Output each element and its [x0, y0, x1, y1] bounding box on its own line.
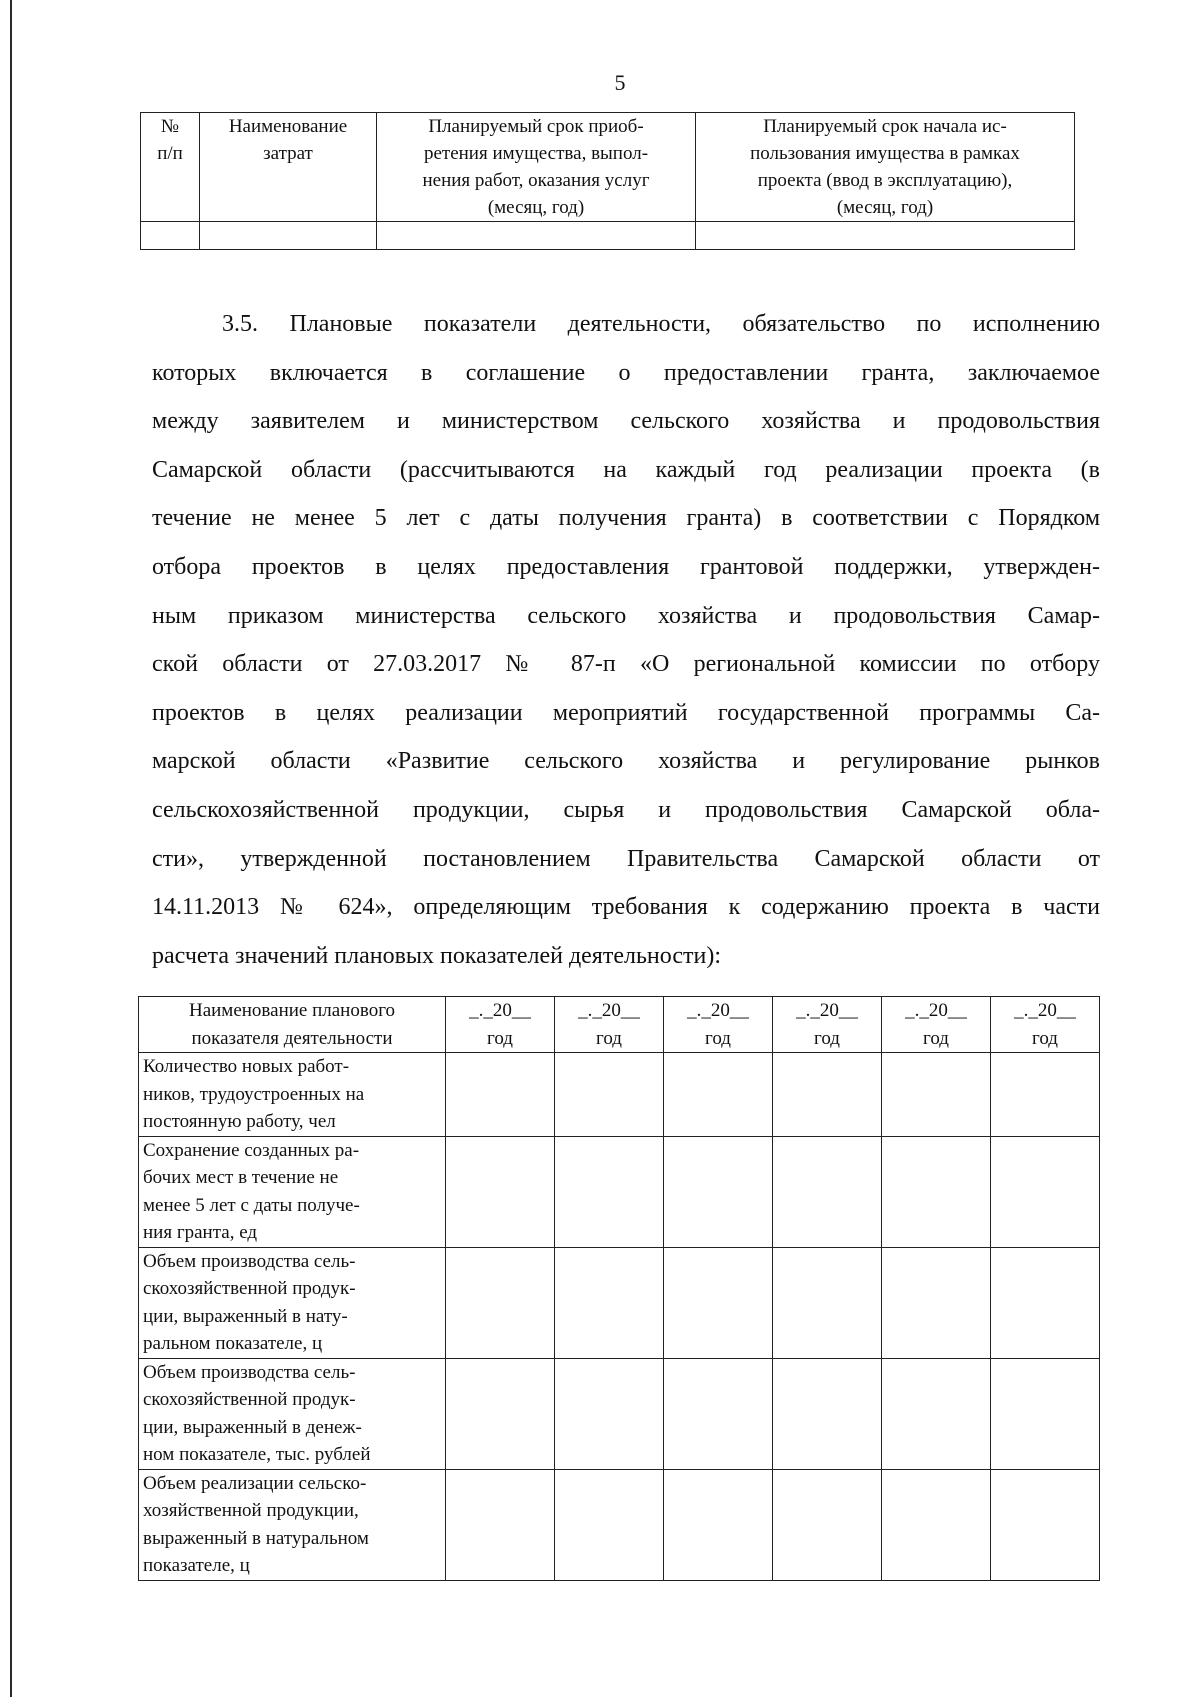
header-acquisition-date — [377, 113, 696, 222]
paragraph-line: течение не менее 5 лет с даты получения гранта) в соответствии с Порядком — [152, 505, 1100, 532]
indicator-name-line: ном показателе, тыс. рублей — [143, 1444, 371, 1465]
year-column-header — [555, 997, 664, 1053]
indicator-row — [139, 1247, 1100, 1358]
paragraph-line: отбора проектов в целях предоставления грантовой поддержки, утвержден- — [152, 553, 1100, 580]
paragraph-line: которых включается в соглашение о предоставлении гранта, заключаемое — [152, 359, 1100, 386]
header-acquisition-line: (месяц, год) — [487, 197, 585, 218]
empty-cell — [141, 222, 200, 250]
paragraph-line: между заявителем и министерством сельского хозяйства и продовольствия — [152, 408, 1100, 435]
paragraph-line: Самарской области (рассчитываются на каждый год реализации проекта (в — [152, 456, 1100, 483]
indicator-value-cell — [991, 1247, 1100, 1358]
year-column-header — [664, 997, 773, 1053]
header-expense-name — [200, 113, 377, 222]
indicator-name-line: ции, выраженный в денеж- — [143, 1416, 362, 1438]
year-field: _._20__ — [1014, 1000, 1076, 1021]
paragraph-line: 3.5. Плановые показатели деятельности, обязательство по исполнению — [222, 311, 1100, 337]
indicator-value-cell — [991, 1136, 1100, 1247]
year-column-header — [446, 997, 555, 1053]
header-usage-line: пользования имущества в рамках — [750, 143, 1020, 164]
section-3-5-paragraph — [152, 300, 1100, 980]
year-label: год — [596, 1027, 622, 1049]
paragraph-line: расчета значений плановых показателей деятельности): — [152, 942, 721, 969]
year-column-header — [882, 997, 991, 1053]
header-acquisition-line: нения работ, оказания услуг — [422, 170, 650, 191]
year-label: год — [487, 1027, 513, 1049]
indicator-name — [139, 1469, 446, 1580]
year-column-header — [773, 997, 882, 1053]
year-column-header — [991, 997, 1100, 1053]
indicator-name-line: постоянную работу, чел — [143, 1111, 336, 1132]
indicator-value-cell — [773, 1358, 882, 1469]
header-number — [141, 113, 200, 222]
indicator-name — [139, 1136, 446, 1247]
indicator-name — [139, 1247, 446, 1358]
header-acquisition-line: ретения имущества, выпол- — [423, 143, 649, 164]
indicator-name — [139, 1358, 446, 1469]
indicator-value-cell — [773, 1469, 882, 1580]
empty-cell — [200, 222, 377, 250]
year-field: _._20__ — [687, 1000, 749, 1021]
header-expense-name-line: Наименование — [228, 116, 348, 137]
expenses-table-header — [141, 113, 1075, 222]
header-indicator-name — [139, 997, 446, 1053]
indicator-value-cell — [446, 1247, 555, 1358]
indicator-name-line: бочих мест в течение не — [143, 1167, 339, 1188]
indicator-value-cell — [555, 1247, 664, 1358]
year-field: _._20__ — [578, 1000, 640, 1021]
header-indicator-line: Наименование планового — [188, 1000, 396, 1021]
indicator-name-line: показателе, ц — [143, 1555, 250, 1576]
paragraph-line: марской области «Развитие сельского хозяйства и регулирование рынков — [152, 748, 1100, 775]
indicator-name-line: скохозяйственной продук- — [143, 1389, 356, 1410]
indicator-value-cell — [446, 1469, 555, 1580]
year-field: _._20__ — [905, 1000, 967, 1021]
indicator-value-cell — [882, 1469, 991, 1580]
indicator-row — [139, 1358, 1100, 1469]
year-field: _._20__ — [796, 1000, 858, 1021]
indicator-value-cell — [664, 1136, 773, 1247]
paragraph-line: 14.11.2013 № 624», определяющим требования к содержанию проекта в части — [152, 894, 1100, 921]
indicator-value-cell — [555, 1053, 664, 1137]
indicators-table — [138, 996, 1100, 1581]
empty-cell — [377, 222, 696, 250]
year-label: год — [705, 1027, 731, 1049]
indicator-name — [139, 1053, 446, 1137]
empty-cell — [696, 222, 1075, 250]
year-label: год — [923, 1027, 949, 1049]
paragraph-line: проектов в целях реализации мероприятий государственной программы Са- — [152, 699, 1100, 726]
indicator-name-line: ральном показателе, ц — [143, 1333, 323, 1354]
header-usage-start-date — [696, 113, 1075, 222]
indicator-name-line: менее 5 лет с даты получе- — [143, 1194, 360, 1216]
indicator-value-cell — [882, 1247, 991, 1358]
indicator-name-line: Сохранение созданных ра- — [143, 1139, 360, 1161]
indicator-name-line: ников, трудоустроенных на — [143, 1083, 365, 1105]
header-usage-line: (месяц, год) — [836, 197, 934, 218]
indicator-name-line: скохозяйственной продук- — [143, 1278, 356, 1299]
indicator-value-cell — [882, 1053, 991, 1137]
year-label: год — [814, 1027, 840, 1049]
indicator-value-cell — [991, 1358, 1100, 1469]
indicator-name-line: хозяйственной продукции, — [143, 1500, 359, 1521]
indicator-value-cell — [555, 1469, 664, 1580]
header-indicator-line: показателя деятельности — [191, 1027, 393, 1049]
expenses-table — [140, 112, 1075, 250]
indicator-value-cell — [664, 1053, 773, 1137]
indicator-value-cell — [664, 1247, 773, 1358]
indicator-value-cell — [664, 1358, 773, 1469]
header-expense-name-line: затрат — [263, 143, 313, 164]
indicator-value-cell — [773, 1136, 882, 1247]
header-usage-line: проекта (ввод в эксплуатацию), — [757, 170, 1013, 191]
indicator-name-line: ния гранта, ед — [143, 1222, 258, 1243]
expenses-table-empty-row — [141, 222, 1075, 250]
indicator-name-line: Объем производства сель- — [143, 1361, 356, 1383]
indicator-row — [139, 1469, 1100, 1580]
indicator-value-cell — [446, 1358, 555, 1469]
indicator-name-line: Объем реализации сельско- — [143, 1472, 367, 1494]
indicator-row — [139, 1053, 1100, 1137]
header-acquisition-line: Планируемый срок приоб- — [428, 116, 644, 137]
header-usage-line: Планируемый срок начала ис- — [763, 116, 1007, 137]
indicator-value-cell — [991, 1053, 1100, 1137]
page-number: 5 — [614, 70, 626, 95]
indicator-value-cell — [773, 1053, 882, 1137]
header-number-line: № — [160, 116, 180, 137]
paragraph-line: ской области от 27.03.2017 № 87-п «О региональной комиссии по отбору — [152, 651, 1100, 678]
paragraph-line: ным приказом министерства сельского хозяйства и продовольствия Самар- — [152, 602, 1100, 629]
indicators-table-header — [139, 997, 1100, 1053]
indicator-value-cell — [555, 1358, 664, 1469]
indicator-value-cell — [446, 1053, 555, 1137]
indicator-value-cell — [555, 1136, 664, 1247]
scan-edge-line — [10, 0, 12, 1697]
indicator-name-line: выраженный в натуральном — [143, 1527, 369, 1549]
indicator-value-cell — [882, 1136, 991, 1247]
indicator-name-line: Объем производства сель- — [143, 1250, 356, 1272]
year-label: год — [1032, 1027, 1058, 1049]
indicator-value-cell — [882, 1358, 991, 1469]
indicator-value-cell — [991, 1469, 1100, 1580]
indicator-value-cell — [773, 1247, 882, 1358]
paragraph-line: сельскохозяйственной продукции, сырья и продовольствия Самарской обла- — [152, 796, 1100, 823]
header-number-line: п/п — [157, 143, 183, 164]
indicator-name-line: ции, выраженный в нату- — [143, 1305, 348, 1327]
paragraph-line: сти», утвержденной постановлением Правительства Самарской области от — [152, 845, 1100, 872]
indicator-row — [139, 1136, 1100, 1247]
indicator-value-cell — [446, 1136, 555, 1247]
indicator-value-cell — [664, 1469, 773, 1580]
indicator-name-line: Количество новых работ- — [143, 1056, 350, 1077]
year-field: _._20__ — [469, 1000, 531, 1021]
